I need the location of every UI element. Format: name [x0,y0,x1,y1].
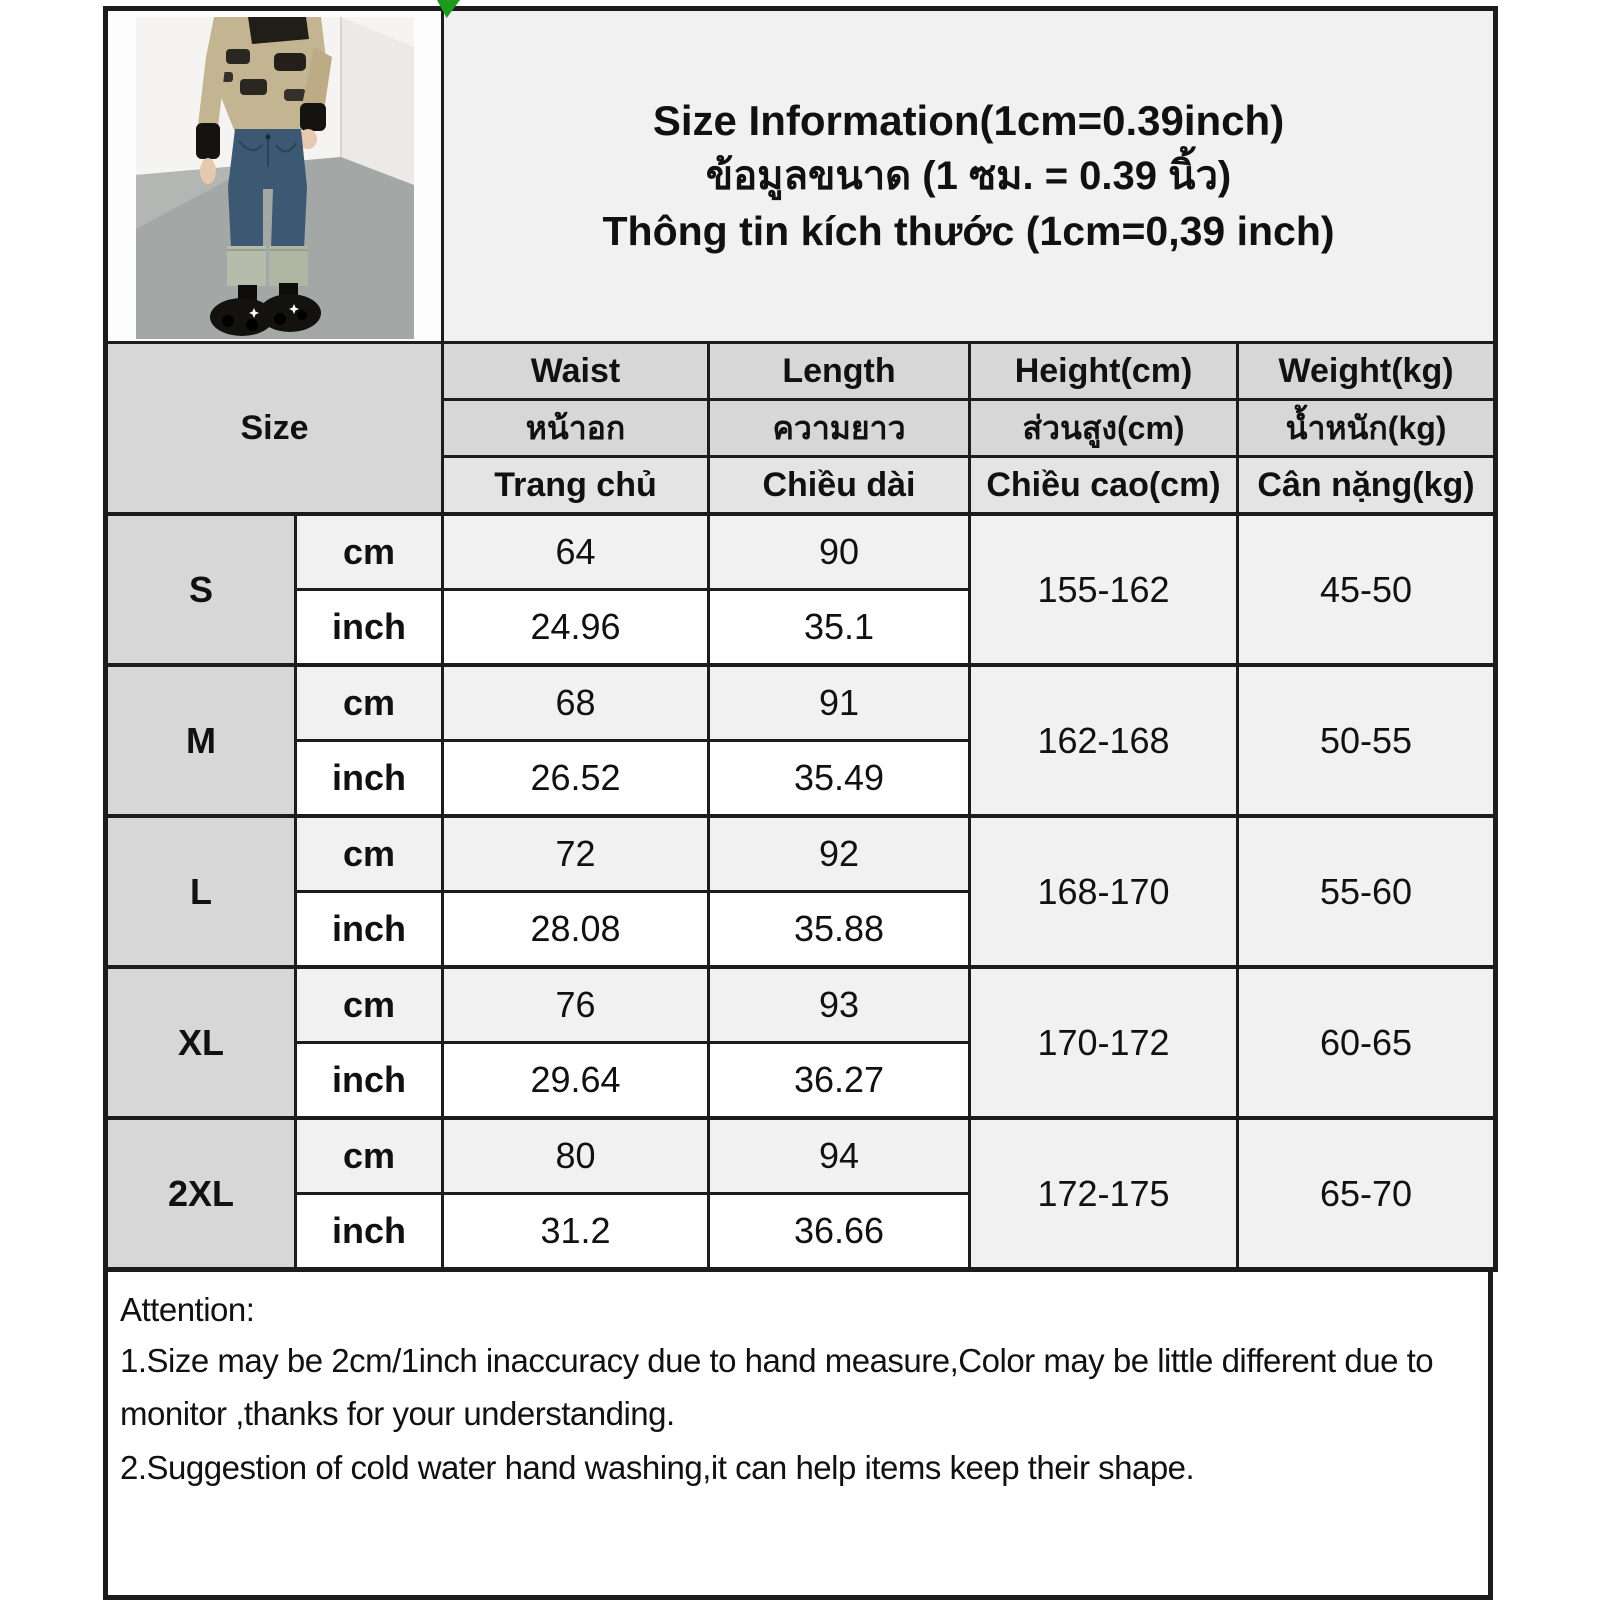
length-cm-xl: 93 [709,967,970,1043]
col-header-weight-th: น้ำหนัก(kg) [1238,400,1496,457]
size-label-s: S [106,514,296,665]
table-row [106,967,1496,1043]
unit-cell: cm [296,665,443,741]
waist-cm-2xl: 80 [443,1118,709,1194]
waist-cm-l: 72 [443,816,709,892]
attention-heading: Attention: [120,1291,255,1328]
weight-range-s: 45-50 [1238,514,1496,665]
photo-shoe-right [259,294,321,332]
waist-inch-2xl: 31.2 [443,1194,709,1270]
col-header-length-vi: Chiều dài [709,457,970,515]
weight-range-2xl: 65-70 [1238,1118,1496,1270]
attention-note-2: 2.Suggestion of cold water hand washing,it can help items keep their shape. [120,1448,1195,1486]
col-header-length-th: ความยาว [709,400,970,457]
title-vietnamese: Thông tin kích thước (1cm=0,39 inch) [602,207,1335,254]
unit-cell: cm [296,816,443,892]
size-chart-wrapper [103,6,1493,1600]
product-photo [136,17,414,339]
length-inch-s: 35.1 [709,590,970,666]
attention-box [103,1272,1493,1600]
col-header-weight-en: Weight(kg) [1238,343,1496,400]
size-label-m: M [106,665,296,816]
title-cell [443,9,1496,343]
height-range-2xl: 172-175 [970,1118,1238,1270]
photo-cuff-left [227,246,266,286]
height-range-m: 162-168 [970,665,1238,816]
col-header-height-en: Height(cm) [970,343,1238,400]
length-inch-l: 35.88 [709,892,970,968]
unit-cell: inch [296,1194,443,1270]
table-row [106,816,1496,892]
col-header-height-th: ส่วนสูง(cm) [970,400,1238,457]
top-section-row [106,9,1496,343]
table-row [106,1118,1496,1194]
table-row [106,665,1496,741]
size-column-header: Size [106,343,443,515]
length-cm-l: 92 [709,816,970,892]
unit-cell: cm [296,514,443,590]
length-inch-2xl: 36.66 [709,1194,970,1270]
waist-cm-s: 64 [443,514,709,590]
length-cm-s: 90 [709,514,970,590]
title-english: Size Information(1cm=0.39inch) [652,97,1285,145]
waist-inch-m: 26.52 [443,741,709,817]
unit-cell: inch [296,590,443,666]
unit-cell: inch [296,1043,443,1119]
weight-range-xl: 60-65 [1238,967,1496,1118]
height-range-s: 155-162 [970,514,1238,665]
col-header-weight-vi: Cân nặng(kg) [1238,457,1496,515]
col-header-length-en: Length [709,343,970,400]
waist-inch-l: 28.08 [443,892,709,968]
table-row [106,514,1496,590]
length-inch-xl: 36.27 [709,1043,970,1119]
waist-cm-xl: 76 [443,967,709,1043]
unit-cell: cm [296,967,443,1043]
weight-range-m: 50-55 [1238,665,1496,816]
size-label-2xl: 2XL [106,1118,296,1270]
length-cm-m: 91 [709,665,970,741]
header-row-english [106,343,1496,400]
length-cm-2xl: 94 [709,1118,970,1194]
title-block [444,92,1493,259]
size-label-l: L [106,816,296,967]
unit-cell: cm [296,1118,443,1194]
col-header-waist-vi: Trang chủ [443,457,709,515]
waist-cm-m: 68 [443,665,709,741]
size-chart-table [103,6,1498,1272]
height-range-xl: 170-172 [970,967,1238,1118]
col-header-waist-th: หน้าอก [443,400,709,457]
title-thai: ข้อมูลขนาด (1 ซม. = 0.39 นิ้ว) [705,154,1232,199]
photo-cuff-right [269,246,308,286]
product-photo-cell [106,9,443,343]
weight-range-l: 55-60 [1238,816,1496,967]
height-range-l: 168-170 [970,816,1238,967]
unit-cell: inch [296,741,443,817]
unit-cell: inch [296,892,443,968]
col-header-waist-en: Waist [443,343,709,400]
attention-note-1: 1.Size may be 2cm/1inch inaccuracy due to hand measure,Color may be little different due to monitor ,thanks for your understanding. [120,1341,1434,1433]
length-inch-m: 35.49 [709,741,970,817]
waist-inch-xl: 29.64 [443,1043,709,1119]
waist-inch-s: 24.96 [443,590,709,666]
col-header-height-vi: Chiều cao(cm) [970,457,1238,515]
size-label-xl: XL [106,967,296,1118]
